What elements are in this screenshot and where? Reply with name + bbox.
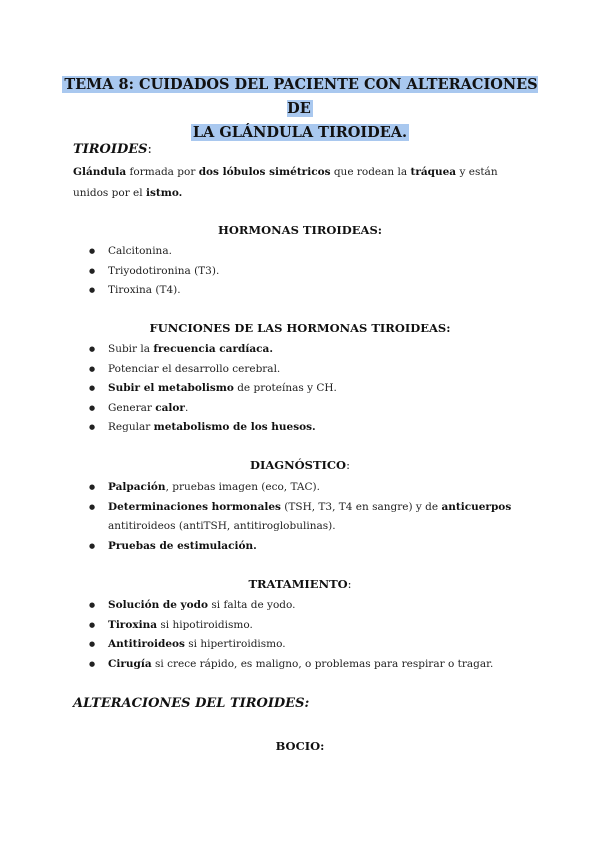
diagnostico-heading-text: DIAGNÓSTICO	[250, 458, 347, 472]
term-pruebas: Pruebas de estimulación.	[108, 539, 257, 552]
list-item: ● Calcitonina.	[73, 242, 528, 262]
term-calor: calor	[155, 401, 185, 414]
list-item: ● Potenciar el desarrollo cerebral.	[73, 360, 528, 380]
heading-tratamiento	[60, 577, 540, 591]
term-anticuerpos: anticuerpos	[441, 500, 512, 513]
text-fragment: de proteínas y CH.	[233, 382, 337, 394]
hormonas-list	[73, 242, 528, 301]
term-tiroxina: Tiroxina	[108, 618, 158, 631]
heading-hormonas: HORMONAS TIROIDEAS:	[217, 223, 383, 237]
section-heading-tiroides	[73, 142, 152, 157]
list-item	[73, 635, 528, 655]
term-cirugia: Cirugía	[108, 657, 152, 670]
section-heading-alteraciones: ALTERACIONES DEL TIROIDES:	[73, 696, 310, 711]
heading-bocio: BOCIO:	[275, 739, 325, 753]
diagnostico-list	[73, 478, 528, 556]
text-fragment: si hipertiroidismo.	[184, 638, 286, 650]
term-palpacion: Palpación	[108, 481, 166, 493]
term-glandula: Glándula	[73, 166, 127, 178]
tiroides-description	[73, 162, 528, 204]
text-fragment: Generar	[108, 401, 156, 414]
term-istmo: istmo.	[145, 187, 183, 199]
tratamiento-list	[73, 596, 528, 674]
text-fragment: si crece rápido, es maligno, o problemas para respirar o tragar.	[151, 657, 494, 670]
term-metabolismo: Subir el metabolismo	[108, 382, 234, 394]
list-item	[73, 616, 528, 636]
term-determinaciones: Determinaciones hormonales	[108, 500, 281, 513]
text-fragment: formada por	[126, 166, 199, 178]
heading-diagnostico	[60, 458, 540, 472]
list-item: ● Triyodotironina (T3).	[73, 262, 528, 282]
tiroides-heading-suffix: :	[147, 142, 152, 157]
text-fragment: si falta de yodo.	[208, 599, 296, 611]
term-lobulos: dos lóbulos simétricos	[198, 166, 331, 178]
text-fragment: .	[184, 401, 189, 414]
title-line-2: LA GLÁNDULA TIROIDEA.	[192, 124, 408, 141]
text-fragment: y están unidos por el	[73, 166, 498, 199]
text-fragment: Regular	[108, 421, 154, 433]
list-item	[73, 478, 528, 498]
list-item	[73, 340, 528, 360]
title-line-1: TEMA 8: CUIDADOS DEL PACIENTE CON ALTERACIONES DE	[64, 76, 538, 117]
list-item	[73, 655, 528, 675]
text-fragment: que rodean la	[330, 166, 411, 178]
term-traquea: tráquea	[410, 166, 457, 178]
text-fragment: , pruebas imagen (eco, TAC).	[165, 481, 320, 493]
text-fragment: si hipotiroidismo.	[157, 618, 253, 631]
list-item	[73, 537, 528, 557]
list-item	[73, 498, 528, 537]
heading-funciones: FUNCIONES DE LAS HORMONAS TIROIDEAS:	[149, 321, 451, 335]
diagnostico-heading-suffix: :	[346, 458, 350, 472]
term-huesos: metabolismo de los huesos.	[153, 421, 316, 433]
list-item	[73, 418, 528, 438]
document-title	[60, 73, 540, 145]
list-item	[73, 399, 528, 419]
list-item	[73, 379, 528, 399]
tiroides-heading-text: TIROIDES	[73, 142, 148, 157]
funciones-list	[73, 340, 528, 438]
tratamiento-heading-suffix: :	[347, 577, 352, 591]
tratamiento-heading-text: TRATAMIENTO	[248, 577, 348, 591]
text-fragment: Subir la	[108, 343, 154, 355]
term-yodo: Solución de yodo	[108, 599, 209, 611]
term-frecuencia: frecuencia cardíaca.	[153, 343, 273, 355]
term-antitiroideos: Antitiroideos	[108, 638, 185, 650]
list-item: ● Tiroxina (T4).	[73, 281, 528, 301]
list-item	[73, 596, 528, 616]
text-fragment: (TSH, T3, T4 en sangre) y de	[280, 500, 442, 513]
text-fragment: antitiroideos (antiTSH, antitiroglobulinas).	[108, 520, 336, 532]
